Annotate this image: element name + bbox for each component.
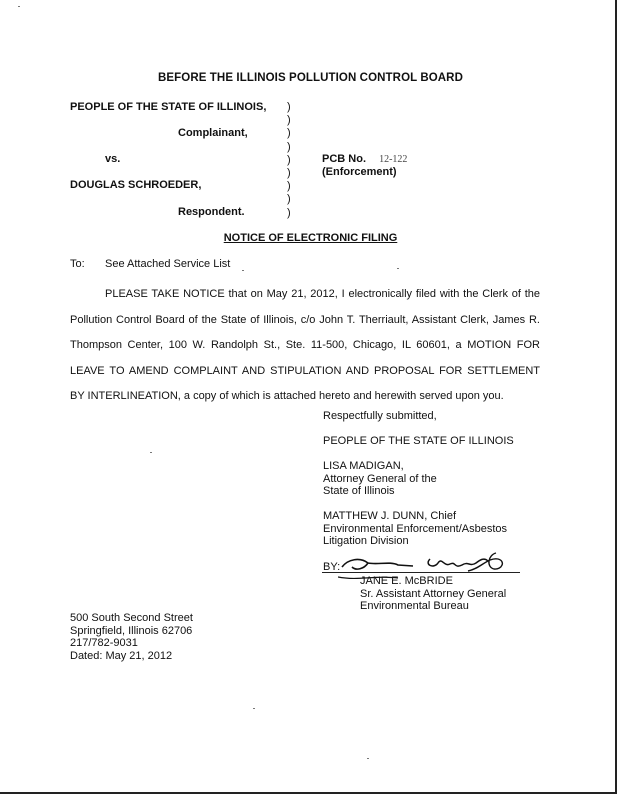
signer-title-line-1: Sr. Assistant Attorney General (360, 587, 507, 600)
signer-block (360, 575, 506, 613)
ag-title-line-2: State of Illinois (323, 485, 395, 497)
attorney-general-block (323, 460, 437, 498)
chief-title-line-1: Environmental Enforcement/Asbestos (323, 522, 508, 535)
caption-paren: ) (287, 101, 291, 113)
versus-label: vs. (105, 153, 121, 165)
chief-block (323, 510, 507, 548)
closing-text: Respectfully submitted, (323, 410, 437, 422)
board-title: BEFORE THE ILLINOIS POLLUTION CONTROL BOARD (157, 72, 463, 84)
caption-paren: ) (287, 153, 291, 166)
scan-speck (367, 758, 369, 759)
address-city: Springfield, Illinois 62706 (70, 624, 193, 637)
scan-speck (150, 452, 152, 453)
scan-speck (242, 270, 244, 271)
party-name: PEOPLE OF THE STATE OF ILLINOIS (323, 435, 514, 447)
caption-paren-column (287, 101, 291, 220)
respondent-label: Respondent. (178, 206, 245, 218)
scan-speck (253, 708, 255, 709)
notice-body-paragraph (70, 282, 540, 410)
scan-speck (18, 6, 20, 7)
to-recipient: See Attached Service List (105, 258, 231, 270)
chief-name: MATTHEW J. DUNN, Chief (323, 510, 457, 522)
caption-paren: ) (287, 114, 291, 127)
by-label: BY: (323, 561, 341, 573)
chief-title-line-2: Litigation Division (323, 535, 409, 547)
defendant-name: DOUGLAS SCHROEDER, (70, 179, 202, 191)
caption-paren: ) (287, 167, 291, 180)
dated-line: Dated: May 21, 2012 (70, 649, 173, 662)
notice-body-text: PLEASE TAKE NOTICE that on May 21, 2012, I electronically filed with the Clerk of the Pollution Control Board of the State of Illinois, c/o John T. Therriault, Assistant Clerk, James R. Thompson Center, 100 W. Randolph St., Ste. 11-500, Chicago, IL 60601, a MOTION FOR LEAVE TO AMEND COMPLAINT AND STIPULATION AND PROPOSAL FOR SETTLEMENT BY INTERLINEATION, a copy of which is attached hereto and herewith served upon you. (70, 288, 540, 402)
signer-name: JANE E. McBRIDE (360, 575, 453, 587)
case-number: 12-122 (379, 154, 408, 165)
caption-paren: ) (287, 127, 291, 140)
caption-paren: ) (287, 206, 291, 219)
complainant-label: Complainant, (178, 127, 248, 139)
case-label: PCB No. (322, 153, 366, 165)
address-block (70, 612, 193, 662)
case-number-line (322, 153, 407, 165)
caption-paren: ) (287, 193, 291, 206)
caption-paren: ) (287, 180, 291, 193)
signer-title-line-2: Environmental Bureau (360, 600, 469, 612)
ag-title-line-1: Attorney General of the (323, 472, 437, 485)
caption-paren: ) (287, 140, 291, 153)
address-street: 500 South Second Street (70, 612, 193, 624)
plaintiff-name: PEOPLE OF THE STATE OF ILLINOIS, (70, 101, 267, 113)
case-type: (Enforcement) (322, 166, 397, 178)
scan-speck (397, 268, 399, 269)
to-label: To: (70, 258, 85, 270)
ag-name: LISA MADIGAN, (323, 460, 404, 472)
address-phone: 217/782-9031 (70, 637, 138, 649)
notice-title: NOTICE OF ELECTRONIC FILING (223, 232, 398, 244)
